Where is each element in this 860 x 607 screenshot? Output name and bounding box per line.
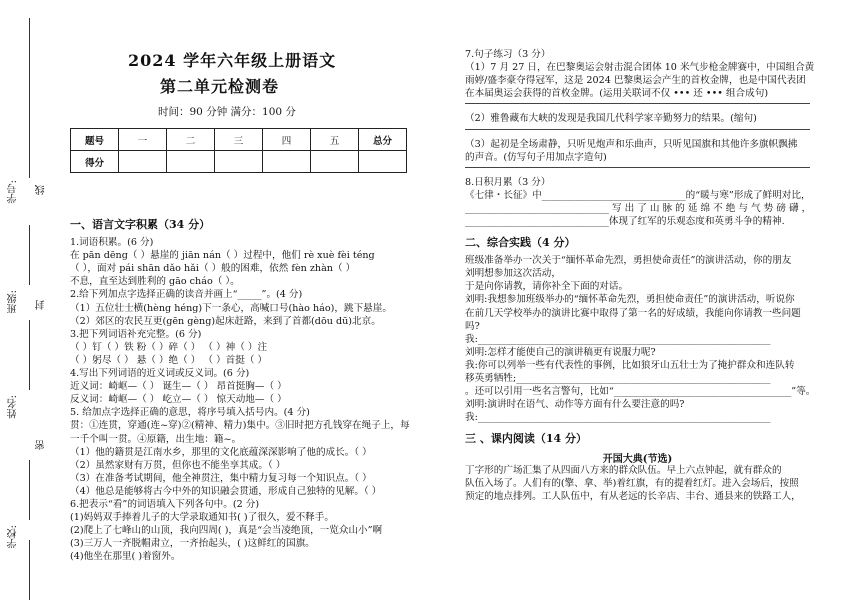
- score-cell: 一: [119, 129, 167, 151]
- score-input-cell[interactable]: [119, 151, 167, 173]
- score-cell: 四: [263, 129, 311, 151]
- score-input-cell[interactable]: [359, 151, 407, 173]
- seal-char-mi: 密: [36, 440, 47, 450]
- question-line: 吗?: [465, 320, 480, 332]
- question-line: （3）在准备考试期间，他全神贯注，集中精力复习每一个知识点。（ ）: [70, 472, 372, 484]
- time-score: 时间：90 分钟 满分：100 分: [158, 106, 296, 118]
- question-line: 3.把下列词语补充完整。(6 分): [70, 328, 202, 340]
- school-label: 学校:: [8, 525, 19, 549]
- question-line: （ ）躬尽（ ） 悬（ ）绝（ ） （ ）首挺（ ）: [70, 354, 268, 366]
- question-line: 移英勇牺牲;_____________________________________________________: [465, 373, 771, 384]
- question-line: 反义词：崎岖—（ ） 屹立—（ ） 惊天动地—（ ）: [70, 394, 287, 406]
- question-line: 我:你可以列举一些有代表性的事例，比如狼牙山五壮士为了掩护群众和连队转: [465, 359, 795, 371]
- binding-line: [29, 460, 30, 520]
- question-line: （2）郊区的农民互更(gēn gèng)起床赶路，来到了首都(dōu dū)北京。: [70, 315, 381, 327]
- question-line: （ ）钉（ ）铁 粉（ ）碎（ ） （ ）神（ ）注: [70, 341, 268, 353]
- question-line: （3）起初是全场肃静，只听见炮声和乐曲声，只听见国旗和其他许多旗帜飘拂: [465, 138, 798, 150]
- score-input-cell[interactable]: [263, 151, 311, 173]
- score-table: [70, 128, 407, 173]
- question-line: 近义词：崎岖—（ ） 诞生—（ ） 昂首挺胸—（ ）: [70, 381, 287, 393]
- section-heading: 三 、课内阅读（14 分）: [465, 432, 587, 446]
- question-line: （1）五位壮士横(hèng héng)下一条心，高喊口号(hào háo)，跳下悬崖。: [70, 302, 392, 314]
- score-cell: 二: [167, 129, 215, 151]
- question-line: 《七律・长征》中______________________________的“暖与寒”形成了鲜明对比，: [465, 189, 811, 201]
- question-line: (3)三万人一齐脱帽肃立，一齐抬起头，( )这鲜红的国旗。: [70, 538, 315, 550]
- question-line: （2）虽然家财有万贯，但你也不能坐享其成。（ ）: [70, 459, 286, 471]
- question-line: 在本届奥运会获得的首枚金牌。(运用关联词不仅 ••• 还 ••• 组合成句): [465, 88, 769, 100]
- question-line: 我:_____________________________________________________________: [465, 412, 771, 424]
- question-line: 班级准备举办一次关于“缅怀革命先烈，勇担使命责任”的演讲活动，你的朋友: [465, 255, 792, 267]
- answer-line[interactable]: [465, 167, 810, 168]
- question-line: (1)妈妈双手捧着儿子的大学录取通知书( )了很久，爱不释手。: [70, 512, 334, 524]
- binding-line: [29, 18, 30, 178]
- score-input-cell[interactable]: [167, 151, 215, 173]
- question-line: 一千个叫一贯。④原籍，出生地：籍~。: [70, 433, 242, 445]
- question-line: 队伍入场了。人们有的(擎、拿、举)着红旗，有的提着红灯。进入会场后，按照: [465, 477, 799, 489]
- binding-line: [29, 225, 30, 285]
- score-input-cell[interactable]: [215, 151, 263, 173]
- question-line: 刘明:我想参加班级举办的“缅怀革命先烈，勇担使命责任”的演讲活动，听说你: [465, 294, 795, 306]
- binding-line: [29, 540, 30, 600]
- exam-title: 2024 学年六年级上册语文: [128, 51, 337, 70]
- answer-line[interactable]: [465, 103, 810, 104]
- question-line: 4.写出下列词语的近义词或反义词。(6 分): [70, 368, 250, 379]
- score-cell: 五: [311, 129, 359, 151]
- score-table-score-row: [71, 151, 407, 173]
- binding-margin: [0, 0, 60, 607]
- student-id-label: 学号:: [8, 180, 19, 204]
- question-line: ______________________________ 写 出 了 山 脉 的 延 绵 不 绝 与 气 势 磅 礴 ，: [465, 202, 812, 214]
- question-line: 丁字形的广场汇集了从四面八方来的群众队伍。早上六点钟起，就有群众的: [465, 464, 782, 476]
- question-line: （4）他总是能够将古今中外的知识融会贯通，形成自己独特的见解。（ ）: [70, 485, 382, 497]
- score-cell: 题号: [71, 129, 119, 151]
- question-line: 。还可以引用一些名言警句，比如“_____________________________________”等。: [465, 386, 816, 398]
- question-line: （ ），面对 pái shān dǎo hǎi（ ）般的困难，依然 fèn zhàn（ ）: [70, 263, 356, 275]
- question-line: 不息，直至达到胜利的 gāo cháo（ ）。: [70, 276, 240, 288]
- section-heading: 一、语言文字积累（34 分）: [70, 218, 211, 231]
- question-line: 1.词语积累。(6 分): [70, 237, 154, 248]
- binding-line: [29, 320, 30, 390]
- answer-line[interactable]: [465, 129, 810, 130]
- seal-char-xian: 线: [36, 185, 47, 195]
- class-label: 班级:: [8, 290, 19, 314]
- question-line: 8.日积月累（3 分）: [465, 176, 551, 188]
- question-line: 6.把表示“看”的词语填入下列各句中。(2 分): [70, 499, 260, 510]
- question-line: 5. 给加点字选择正确的意思，将序号填入括号内。(4 分): [70, 407, 310, 419]
- question-line: （1）7 月 27 日，在巴黎奥运会射击混合团体 10 米气步枪金牌赛中，中国组合黄: [465, 62, 815, 74]
- question-line: 在前几天学校举办的演讲比赛中取得了第一名的好成绩，我能向你请教一些问题: [465, 307, 801, 319]
- question-line: (4)他坐在那里( )着窗外。: [70, 551, 181, 563]
- score-table-header-row: [71, 129, 407, 151]
- question-line: （2）雅鲁藏布大峡的发现是我国几代科学家辛勤努力的结果。(缩句): [465, 113, 757, 125]
- exam-subtitle: 第二单元检测卷: [160, 77, 280, 96]
- question-line: 的声音。(仿写句子用加点字造句): [465, 151, 607, 163]
- question-line: 在 pān dēng（ ）悬崖的 jiān nán（ ）过程中，他们 rè xuè fèi téng: [70, 250, 375, 262]
- question-line: 刘明:怎样才能使自己的演讲稿更有说服力呢?: [465, 346, 656, 358]
- question-line: 雨婷/盛李豪夺得冠军，这是 2024 巴黎奥运会产生的首枚金牌，也是中国代表团: [465, 75, 806, 87]
- name-label: 姓名:: [8, 395, 19, 419]
- question-line: 贯：①连贯，穿通(连~穿)②(精神、精力)集中。③旧时把方孔钱穿在绳子上，每: [70, 420, 410, 432]
- question-line: 7.句子练习（3 分）: [465, 49, 551, 60]
- score-cell: 总分: [359, 129, 407, 151]
- question-line: (2)爬上了七峰山的山顶，我向四周( )，真是“会当凌绝顶，一览众山小”啊: [70, 525, 383, 537]
- score-cell: 得分: [71, 151, 119, 173]
- seal-char-feng: 封: [36, 300, 47, 310]
- passage-title: 开国大典(节选): [602, 454, 673, 466]
- score-cell: 三: [215, 129, 263, 151]
- section-heading: 二、综合实践（4 分）: [465, 236, 576, 250]
- question-line: （1）他的籍贯是江南水乡，那里的文化底蕴深深影响了他的成长。（ ）: [70, 446, 372, 458]
- question-line: ______________________________体现了红军的乐观态度和英勇斗争的精神.: [465, 216, 785, 227]
- question-line: 刘明想参加这次活动，: [465, 268, 561, 280]
- question-line: 刘明:演讲时在语气、动作等方面有什么要注意的吗?: [465, 399, 685, 411]
- question-line: 2.给下列加点字选择正确的读音并画上“_____”。(4 分): [70, 289, 303, 301]
- question-line: 于是向你请教，请你补全下面的对话。: [465, 281, 629, 293]
- question-line: 我:_____________________________________________________________: [465, 333, 771, 345]
- score-input-cell[interactable]: [311, 151, 359, 173]
- question-line: 预定的地点排列。工人队伍中，有从老远的长辛店、丰台、通县来的铁路工人，: [465, 490, 801, 502]
